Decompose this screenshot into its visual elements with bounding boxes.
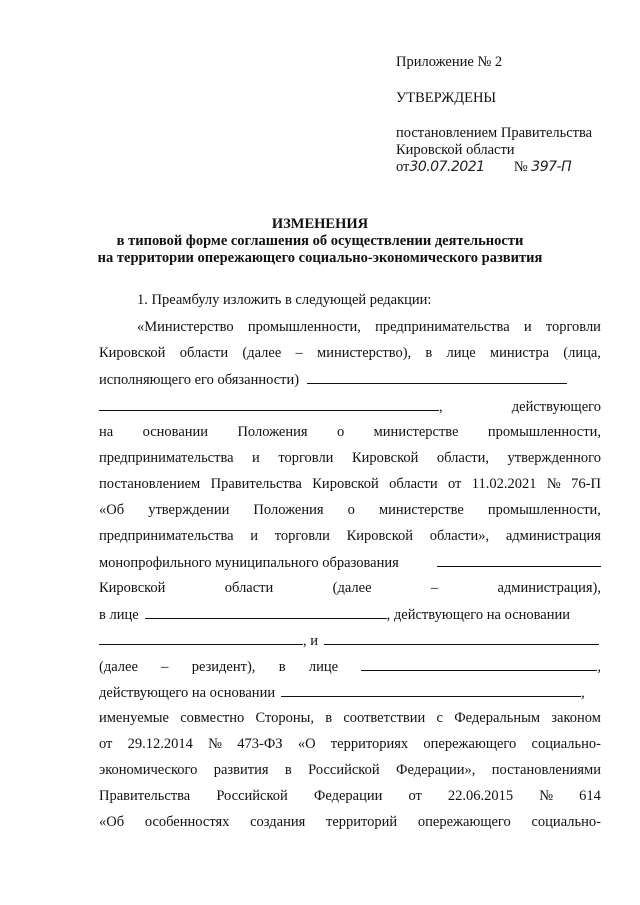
word: министра	[489, 345, 550, 361]
word: совместно	[180, 710, 245, 726]
word: лице	[308, 659, 339, 675]
word: области	[179, 345, 229, 361]
document-subtitle-1: в типовой форме соглашения об осуществлении деятельности	[116, 233, 524, 249]
blank-field-admin-basis[interactable]	[99, 632, 303, 645]
blank-group	[99, 398, 443, 416]
handwritten-number: 397-П	[531, 159, 572, 175]
word: Кировской	[351, 450, 419, 466]
body-line-3	[99, 371, 601, 389]
word: (далее	[99, 659, 138, 675]
from-label: от	[396, 159, 410, 175]
body-line-7	[99, 476, 601, 493]
word: и	[523, 319, 532, 335]
word: от	[99, 736, 113, 752]
document-subtitle-2: на территории опережающего социально-экономического развития	[97, 250, 543, 266]
word: 22.06.2015	[447, 788, 514, 804]
word: (далее	[242, 345, 282, 361]
word: предпринимательства	[375, 319, 510, 335]
word: в	[325, 710, 333, 726]
word: области	[389, 476, 438, 492]
word: постановлениями	[491, 762, 601, 778]
word: 473-ФЗ	[237, 736, 283, 752]
word: действующего	[511, 399, 601, 415]
body-line-10	[99, 554, 601, 572]
word: особенностях	[144, 814, 230, 830]
word: от	[408, 788, 422, 804]
word: с	[436, 710, 443, 726]
word: области»,	[429, 528, 490, 544]
word: «Об	[99, 814, 125, 830]
blank-group	[361, 658, 601, 676]
word: «Министерство	[137, 319, 234, 335]
word: промышленности,	[487, 502, 601, 518]
word: министерстве	[373, 424, 459, 440]
word: предпринимательства	[99, 450, 234, 466]
body-line-11	[99, 580, 601, 597]
word: социально-	[531, 814, 601, 830]
word: «О	[297, 736, 316, 752]
word: «Об	[99, 502, 125, 518]
word: (лица,	[563, 345, 601, 361]
word: №	[539, 788, 554, 804]
blank-field-minister[interactable]	[307, 371, 567, 384]
document-title: ИЗМЕНЕНИЯ	[271, 216, 369, 232]
body-line-17	[99, 736, 601, 753]
word: торговли	[274, 528, 330, 544]
word: о	[336, 424, 345, 440]
body-line-19	[99, 788, 601, 805]
word: администрация),	[497, 580, 601, 596]
word: 29.12.2014	[127, 736, 193, 752]
word: №	[546, 476, 561, 492]
body-line-2	[99, 345, 601, 362]
comma: ,	[597, 659, 601, 675]
word: утвержденного	[507, 450, 601, 466]
word: торговли	[545, 319, 601, 335]
word: №	[208, 736, 222, 752]
word: от	[447, 476, 462, 492]
blank-field-resident[interactable]	[324, 632, 599, 645]
word: территориях	[330, 736, 409, 752]
word: опережающего	[423, 736, 517, 752]
comma: ,	[581, 685, 585, 701]
body-line-15	[99, 684, 601, 702]
body-line-6	[99, 450, 601, 467]
body-line-14	[99, 658, 601, 676]
text-segment: действующего на основании	[99, 685, 276, 701]
number-label: №	[513, 159, 528, 175]
approved-label: УТВЕРЖДЕНЫ	[396, 90, 497, 106]
text-segment: , и	[303, 633, 319, 649]
body-line-1	[137, 319, 601, 336]
word: именуемые	[99, 710, 169, 726]
text-segment: исполняющего его обязанности)	[99, 372, 300, 388]
word: экономического	[99, 762, 198, 778]
word: (далее	[332, 580, 372, 596]
word: Правительства	[99, 788, 191, 804]
decree-line-1: постановлением Правительства	[396, 125, 593, 141]
word: Российской	[308, 762, 380, 778]
word: Кировской	[312, 476, 379, 492]
point-1-heading: 1. Преамбулу изложить в следующей редакции:	[137, 292, 432, 308]
word: Положения	[237, 424, 308, 440]
word: лице	[446, 345, 476, 361]
word: –	[161, 659, 169, 675]
word: Кировской	[99, 580, 166, 596]
body-line-20	[99, 814, 601, 831]
word: соответствии	[343, 710, 426, 726]
word: области	[224, 580, 274, 596]
text-segment: монопрофильного муниципального образования	[99, 555, 399, 571]
body-line-4	[99, 398, 601, 416]
word: опережающего	[417, 814, 511, 830]
word: в	[425, 345, 433, 361]
word: администрация	[505, 528, 601, 544]
word: Федерации	[313, 788, 383, 804]
word: промышленности,	[487, 424, 601, 440]
word: развития	[213, 762, 269, 778]
body-line-12	[99, 606, 601, 624]
blank-field-municipality[interactable]	[437, 554, 601, 567]
word: торговли	[278, 450, 334, 466]
word: министерстве	[378, 502, 464, 518]
word: законом	[551, 710, 601, 726]
text-segment: , действующего на основании	[386, 607, 571, 623]
word: Положения	[253, 502, 324, 518]
word: и	[250, 528, 259, 544]
word: постановлением	[99, 476, 201, 492]
appendix-number: Приложение № 2	[396, 54, 503, 70]
word: на	[99, 424, 114, 440]
word: Кировской	[99, 345, 166, 361]
blank-field-resident-basis[interactable]	[281, 684, 581, 697]
word: области,	[436, 450, 490, 466]
comma: ,	[439, 399, 443, 415]
body-line-16	[99, 710, 601, 727]
word: предпринимательства	[99, 528, 234, 544]
blank-field-resident-person[interactable]	[361, 658, 597, 671]
body-line-13	[99, 632, 601, 650]
word: в	[278, 659, 286, 675]
word: социально-	[531, 736, 601, 752]
word: министерство),	[317, 345, 412, 361]
word: –	[295, 345, 303, 361]
word: утверждении	[148, 502, 230, 518]
word: основании	[142, 424, 209, 440]
word: Российской	[216, 788, 288, 804]
word: Правительства	[210, 476, 302, 492]
word: 614	[579, 788, 601, 804]
blank-field-admin-person[interactable]	[145, 606, 387, 619]
word: о	[347, 502, 355, 518]
word: создания	[250, 814, 306, 830]
word: Кировской	[346, 528, 414, 544]
word: территорий	[325, 814, 398, 830]
word: Федеральным	[454, 710, 541, 726]
blank-field-minister-cont[interactable]	[99, 398, 439, 411]
word: резидент),	[191, 659, 256, 675]
body-line-5	[99, 424, 601, 441]
body-line-9	[99, 528, 601, 545]
word: Стороны,	[255, 710, 315, 726]
word: 76-П	[571, 476, 601, 492]
word: в	[284, 762, 292, 778]
word: 11.02.2021	[471, 476, 537, 492]
text-segment: в лице	[99, 607, 139, 623]
word: и	[252, 450, 260, 466]
word: Федерации»,	[396, 762, 476, 778]
word: –	[430, 580, 439, 596]
decree-date-line	[396, 159, 571, 176]
body-line-18	[99, 762, 601, 779]
body-line-8	[99, 502, 601, 519]
handwritten-date: 30.07.2021	[409, 159, 485, 175]
word: промышленности,	[247, 319, 361, 335]
decree-line-2: Кировской области	[396, 142, 515, 158]
